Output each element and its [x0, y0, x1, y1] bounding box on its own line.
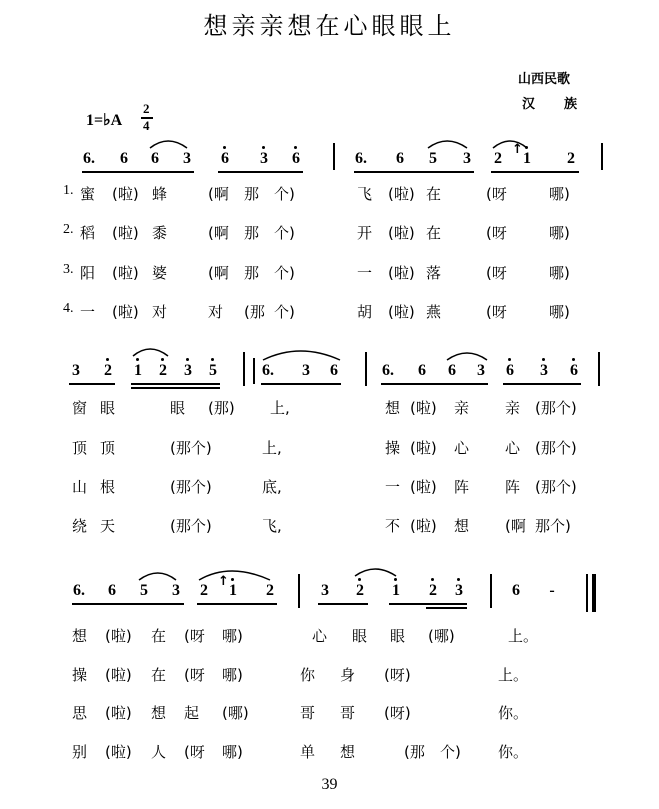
lyric-syllable: 稻: [80, 224, 96, 242]
slur: [263, 351, 340, 360]
slur: [150, 141, 187, 148]
lyric-syllable: 哪): [222, 666, 243, 684]
lyric-syllable: 哪): [222, 743, 243, 761]
lyric-syllable: 个): [274, 264, 295, 282]
lyric-syllable: (啊: [208, 224, 229, 242]
lyric-syllable: 窗: [72, 399, 88, 417]
lyric-syllable: 阵: [505, 478, 521, 496]
lyric-syllable: (那个): [535, 478, 577, 496]
lyric-syllable: 哪): [549, 224, 570, 242]
lyric-syllable: 心: [312, 627, 328, 645]
lyric-syllable: 哥: [300, 704, 316, 722]
lyric-syllable: (呀: [184, 666, 205, 684]
note: 6: [120, 150, 128, 167]
note: 3: [257, 150, 271, 168]
lyric-syllable: 一: [80, 303, 96, 321]
slur: [447, 353, 487, 360]
lyric-syllable: 想: [72, 627, 88, 645]
note: -: [549, 582, 555, 599]
note: 6: [289, 150, 303, 168]
lyric-syllable: 阳: [80, 264, 96, 282]
lyric-syllable: 眼: [170, 399, 186, 417]
lyric-syllable: 眼: [390, 627, 406, 645]
song-origin: 山西民歌: [518, 72, 571, 87]
lyric-syllable: 想: [385, 399, 401, 417]
lyric-syllable: (啦): [388, 303, 415, 321]
note: 2: [567, 150, 575, 167]
lyric-syllable: 那: [244, 224, 260, 242]
lyric-syllable: (呀): [384, 666, 411, 684]
lyric-syllable: 落: [426, 264, 442, 282]
lyric-syllable: (那): [208, 399, 235, 417]
note: 6.: [355, 150, 367, 167]
lyric-syllable: 个): [274, 303, 295, 321]
lyric-syllable: (那个): [170, 517, 212, 535]
lyric-syllable: (那个): [535, 439, 577, 457]
lyric-syllable: 心: [505, 439, 521, 457]
lyric-syllable: 对: [152, 303, 168, 321]
lyric-syllable: (那个): [170, 439, 212, 457]
lyric-syllable: 你。: [498, 704, 529, 722]
lyric-syllable: 你: [300, 666, 316, 684]
lyric-syllable: (呀: [486, 264, 507, 282]
lyric-syllable: 在: [151, 627, 167, 645]
note: 2: [200, 582, 208, 599]
note: 3: [72, 362, 80, 379]
note: 3: [463, 150, 471, 167]
lyric-syllable: (呀): [384, 704, 411, 722]
lyric-syllable: 根: [100, 478, 116, 496]
verse-number: 3.: [63, 262, 74, 277]
note: 3: [321, 582, 329, 599]
slur: [493, 141, 527, 148]
lyric-syllable: 哪): [549, 303, 570, 321]
lyric-syllable: 婆: [152, 264, 168, 282]
lyric-syllable: 个): [274, 185, 295, 203]
slur: [133, 349, 168, 356]
lyric-syllable: (啦): [410, 439, 437, 457]
note: 5: [429, 150, 437, 167]
time-signature-top: 2: [143, 101, 150, 116]
lyric-syllable: 在: [426, 224, 442, 242]
lyric-syllable: 上,: [262, 439, 282, 457]
lyric-syllable: (呀: [486, 224, 507, 242]
lyric-syllable: 心: [454, 439, 470, 457]
lyric-syllable: (那: [244, 303, 265, 321]
lyric-syllable: 眼: [100, 399, 116, 417]
lyric-syllable: (啦): [410, 478, 437, 496]
lyric-syllable: 操: [72, 666, 88, 684]
note: 6: [218, 150, 232, 168]
time-signature-bottom: 4: [143, 118, 150, 133]
lyric-syllable: 一: [385, 478, 401, 496]
grace-arrow-icon: ↑: [512, 142, 523, 157]
lyric-syllable: 在: [151, 666, 167, 684]
lyric-syllable: 哪): [549, 185, 570, 203]
lyric-syllable: 单: [300, 743, 316, 761]
note: 6: [567, 362, 581, 380]
lyric-syllable: (啦): [112, 303, 139, 321]
lyric-syllable: 操: [385, 439, 401, 457]
note: 2: [101, 362, 115, 380]
lyric-syllable: (啦): [105, 704, 132, 722]
note: 2: [426, 582, 440, 600]
lyric-syllable: (啊: [208, 264, 229, 282]
lyric-syllable: (啦): [112, 224, 139, 242]
note: 3: [183, 150, 191, 167]
grace-arrow-icon: ↑: [218, 574, 229, 589]
slur: [199, 571, 270, 580]
note: 6: [108, 582, 116, 599]
lyric-syllable: (啦): [388, 264, 415, 282]
lyric-syllable: 思: [72, 704, 88, 722]
lyric-syllable: (啦): [388, 185, 415, 203]
lyric-syllable: 个): [440, 743, 461, 761]
lyric-syllable: (啦): [410, 517, 437, 535]
lyric-syllable: 燕: [426, 303, 442, 321]
lyric-syllable: 胡: [357, 303, 373, 321]
lyric-syllable: 天: [100, 517, 116, 535]
lyric-syllable: 别: [72, 743, 88, 761]
lyric-syllable: 你。: [498, 743, 529, 761]
lyric-syllable: 在: [426, 185, 442, 203]
lyric-syllable: 飞: [357, 185, 373, 203]
lyric-syllable: 对: [208, 303, 224, 321]
lyric-syllable: 想: [151, 704, 167, 722]
lyric-syllable: (呀: [486, 185, 507, 203]
note: 6.: [83, 150, 95, 167]
note: 3: [172, 582, 180, 599]
lyric-syllable: 人: [151, 743, 167, 761]
note: 6: [396, 150, 404, 167]
note: 3: [181, 362, 195, 380]
lyric-syllable: (呀: [486, 303, 507, 321]
song-title: 想亲亲想在心眼眼上: [203, 12, 456, 40]
lyric-syllable: 不: [385, 517, 401, 535]
note: 6: [448, 362, 456, 379]
lyric-syllable: (啊: [505, 517, 526, 535]
note: 6: [151, 150, 159, 167]
note: 3: [477, 362, 485, 379]
lyric-syllable: 山: [72, 478, 88, 496]
lyric-syllable: (啊: [208, 185, 229, 203]
lyric-syllable: (那个): [535, 399, 577, 417]
note: 2: [494, 150, 502, 167]
note: 6: [503, 362, 517, 380]
note: 1: [131, 362, 145, 380]
lyric-syllable: (哪): [428, 627, 455, 645]
note: 1: [226, 582, 240, 600]
lyric-syllable: 飞,: [262, 517, 282, 535]
lyric-syllable: 绕: [72, 517, 88, 535]
lyric-syllable: 眼: [352, 627, 368, 645]
lyric-syllable: (呀: [184, 743, 205, 761]
note: 1: [520, 150, 534, 168]
note: 2: [353, 582, 367, 600]
lyric-syllable: 哪): [549, 264, 570, 282]
lyric-syllable: (那个): [170, 478, 212, 496]
lyric-syllable: (啦): [105, 743, 132, 761]
lyric-syllable: 阵: [454, 478, 470, 496]
lyric-syllable: 那: [244, 264, 260, 282]
lyric-syllable: (啦): [105, 666, 132, 684]
verse-number: 4.: [63, 301, 74, 316]
slur: [355, 569, 396, 576]
lyric-syllable: 起: [184, 704, 200, 722]
note: 6.: [262, 362, 274, 379]
lyric-syllable: 上。: [508, 627, 539, 645]
lyric-syllable: 哪): [222, 627, 243, 645]
lyric-syllable: (那: [404, 743, 425, 761]
lyric-syllable: (啦): [388, 224, 415, 242]
lyric-syllable: 想: [340, 743, 356, 761]
lyric-syllable: 亲: [505, 399, 521, 417]
lyric-syllable: (啦): [410, 399, 437, 417]
lyric-syllable: (哪): [222, 704, 249, 722]
lyric-syllable: 蜂: [152, 185, 168, 203]
verse-number: 2.: [63, 222, 74, 237]
note: 5: [140, 582, 148, 599]
note: 6.: [382, 362, 394, 379]
lyric-syllable: 亲: [454, 399, 470, 417]
ethnicity: 汉 族: [522, 97, 586, 112]
lyric-syllable: 上,: [270, 399, 290, 417]
lyric-syllable: 那个): [535, 517, 571, 535]
note: 6: [330, 362, 338, 379]
note: 5: [206, 362, 220, 380]
verse-number: 1.: [63, 183, 74, 198]
lyric-syllable: 黍: [152, 224, 168, 242]
slur: [139, 573, 176, 580]
lyric-syllable: (啦): [105, 627, 132, 645]
lyric-syllable: 顶: [100, 439, 116, 457]
note: 1: [389, 582, 403, 600]
note: 6.: [73, 582, 85, 599]
page-number: 39: [321, 776, 338, 793]
lyric-syllable: 身: [340, 666, 356, 684]
slur: [428, 141, 467, 148]
key-signature: 1=♭A: [86, 112, 123, 129]
lyric-syllable: 顶: [72, 439, 88, 457]
note: 3: [537, 362, 551, 380]
lyric-syllable: 那: [244, 185, 260, 203]
lyric-syllable: 想: [454, 517, 470, 535]
lyric-syllable: 开: [357, 224, 373, 242]
lyric-syllable: 蜜: [80, 185, 96, 203]
note: 2: [266, 582, 274, 599]
lyric-syllable: 个): [274, 224, 295, 242]
lyric-syllable: (啦): [112, 185, 139, 203]
note: 3: [452, 582, 466, 600]
lyric-syllable: (啦): [112, 264, 139, 282]
note: 6: [418, 362, 426, 379]
note: 2: [156, 362, 170, 380]
lyric-syllable: 哥: [340, 704, 356, 722]
lyric-syllable: 一: [357, 264, 373, 282]
note: 6: [512, 582, 520, 599]
lyric-syllable: 上。: [498, 666, 529, 684]
lyric-syllable: 底,: [262, 478, 282, 496]
lyric-syllable: (呀: [184, 627, 205, 645]
note: 3: [302, 362, 310, 379]
